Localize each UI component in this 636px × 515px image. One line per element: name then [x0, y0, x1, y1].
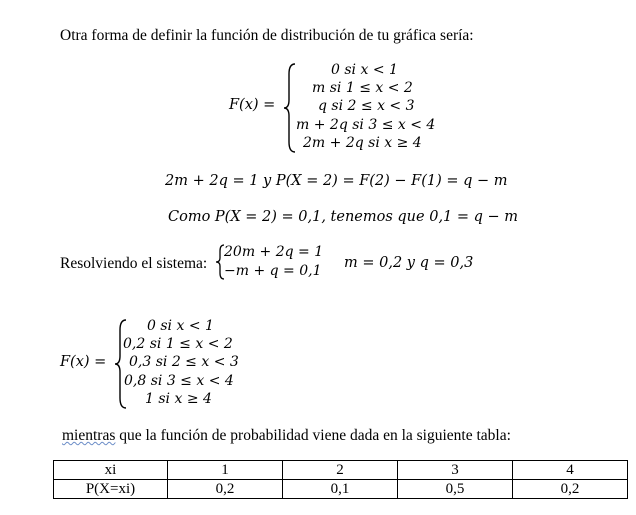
probability-table	[53, 460, 628, 499]
table-header-cell: 4	[513, 461, 628, 480]
table-header-cell: xi	[54, 461, 168, 480]
general-row-1: 0 si x < 1	[331, 62, 398, 78]
table-intro-rest: que la función de probabilidad viene dada en la siguiente tabla:	[115, 427, 511, 444]
equation-1: 2m + 2q = 1 y P(X = 2) = F(2) − F(1) = q − m	[165, 173, 508, 189]
table-cell: P(X=xi)	[54, 480, 168, 499]
mientras-word: mientras	[62, 427, 116, 444]
general-row-4: m + 2q si 3 ≤ x < 4	[296, 117, 436, 133]
system-row-1: 20m + 2q = 1	[224, 244, 324, 260]
equation-2: Como P(X = 2) = 0,1, tenemos que 0,1 = q − m	[168, 209, 519, 225]
system-row-2: −m + q = 0,1	[224, 263, 322, 279]
system-solution: m = 0,2 y q = 0,3	[344, 255, 474, 271]
specific-row-5: 1 si x ≥ 4	[145, 391, 212, 407]
table-cell: 0,2	[168, 480, 283, 499]
general-lhs: F(x) =	[229, 97, 276, 113]
table-header-cell: 3	[398, 461, 513, 480]
table-cell: 0,2	[513, 480, 628, 499]
system-label: Resolviendo el sistema:	[60, 255, 208, 272]
intro-text: Otra forma de definir la función de distribución de tu gráfica sería:	[60, 27, 474, 44]
table-intro	[62, 427, 511, 445]
table-cell: 0,5	[398, 480, 513, 499]
general-row-3: q si 2 ≤ x < 3	[318, 98, 415, 114]
general-row-5: 2m + 2q si x ≥ 4	[303, 135, 422, 151]
general-brace	[283, 62, 297, 154]
table-header-cell: 2	[283, 461, 398, 480]
specific-row-3: 0,3 si 2 ≤ x < 3	[129, 354, 239, 370]
table-cell: 0,1	[283, 480, 398, 499]
specific-row-2: 0,2 si 1 ≤ x < 2	[123, 336, 233, 352]
specific-brace	[114, 318, 128, 410]
specific-lhs: F(x) =	[60, 354, 107, 370]
general-row-2: m si 1 ≤ x < 2	[312, 80, 413, 96]
specific-row-4: 0,8 si 3 ≤ x < 4	[124, 373, 234, 389]
table-header-cell: 1	[168, 461, 283, 480]
table-row	[54, 480, 628, 499]
table-row	[54, 461, 628, 480]
specific-row-1: 0 si x < 1	[147, 318, 214, 334]
